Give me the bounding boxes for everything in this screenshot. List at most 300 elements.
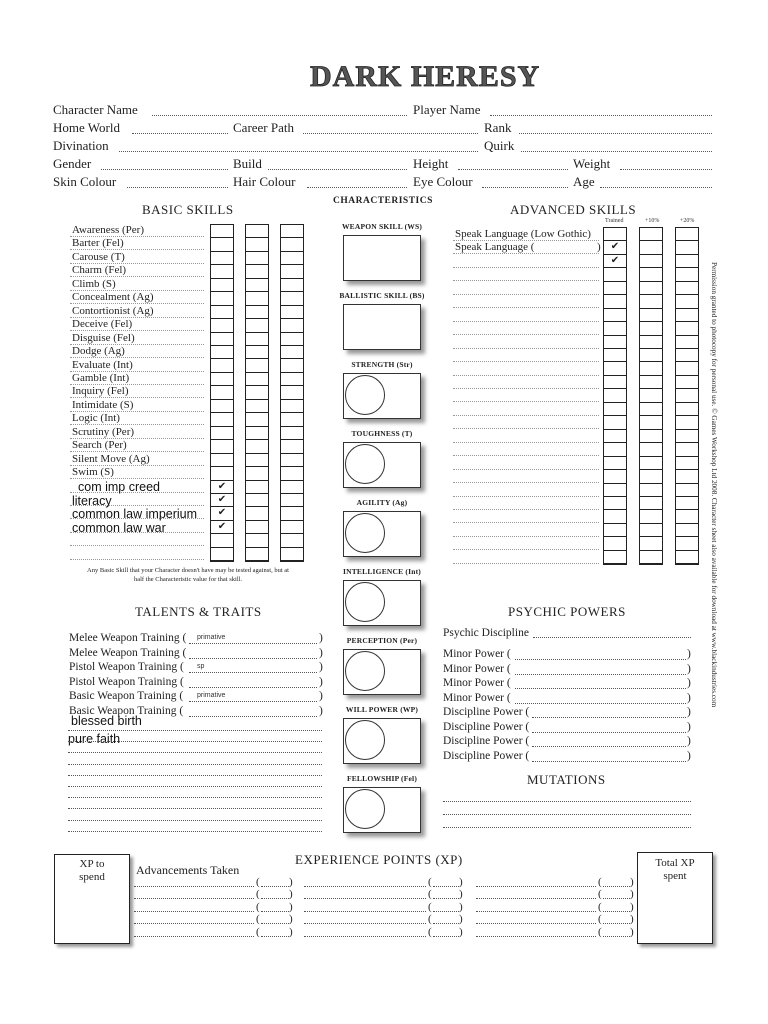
discipline-power-input[interactable] [532,732,686,733]
advanced-skill-checkbox[interactable] [676,389,698,402]
field-input-11[interactable] [127,187,228,188]
discipline-power-label: Discipline Power ( [443,706,530,718]
advanced-skill-checkbox[interactable] [604,349,626,362]
basic-skill-checkbox[interactable] [281,521,303,534]
advancement-cost-close: ) [630,876,634,888]
advanced-skill-checkbox[interactable] [604,457,626,470]
characteristic-value-box[interactable] [343,718,421,764]
advancement-cost-close: ) [630,900,634,913]
field-input-7[interactable] [101,169,228,170]
basic-skill-checkbox[interactable] [246,360,268,373]
field-input-5[interactable] [119,151,478,152]
advancement-cost-input[interactable] [433,898,459,899]
basic-skill-label: Barter (Fel) [72,237,124,250]
advanced-skill-checkbox[interactable] [640,457,662,470]
advanced-skill-checkbox[interactable] [604,363,626,376]
minor-power-input[interactable] [515,688,686,689]
talent-blank-line[interactable] [68,808,322,809]
advanced-skill-checkbox[interactable] [640,268,662,281]
advanced-skill-checkbox[interactable] [640,443,662,456]
basic-skill-checkbox[interactable] [281,494,303,507]
advanced-skill-checkbox[interactable] [640,497,662,510]
basic-skill-checkbox[interactable] [211,413,233,426]
talent-blank-line[interactable] [68,786,322,787]
field-input-6[interactable] [521,151,712,152]
basic-skill-checkbox[interactable] [246,548,268,561]
psychic-close-paren: ) [687,749,691,762]
psychic-close-paren: ) [687,706,691,718]
basic-skill-checkbox[interactable] [246,306,268,319]
field-input-4[interactable] [519,133,712,134]
basic-skill-checkbox[interactable] [281,413,303,426]
characteristic-value-box[interactable] [343,442,421,488]
advanced-skill-checkbox[interactable] [676,336,698,349]
advanced-skill-checkbox[interactable]: ✔ [604,241,626,254]
advanced-skill-checkbox[interactable] [640,309,662,322]
advanced-skill-checkbox[interactable] [640,524,662,537]
characteristic-label: WILL POWER (WP) [345,705,419,714]
advanced-skill-line [453,401,599,402]
basic-skill-checkbox[interactable] [246,507,268,520]
advancement-line[interactable] [476,886,596,887]
advancement-line[interactable] [134,911,254,912]
advanced-skill-checkbox[interactable] [676,457,698,470]
advanced-skill-checkbox[interactable] [640,403,662,416]
advanced-skill-checkbox[interactable] [604,268,626,281]
basic-skill-checkbox[interactable] [211,454,233,467]
advancement-cost-open: ( [428,888,432,901]
basic-skill-checkbox[interactable] [211,360,233,373]
advanced-skill-checkbox[interactable] [604,376,626,389]
field-input-10[interactable] [620,169,712,170]
psychic-discipline-label: Psychic Discipline [443,627,529,639]
field-label-12: Hair Colour [233,174,296,189]
basic-skill-checkbox[interactable] [246,494,268,507]
advancement-line[interactable] [134,923,254,924]
advanced-skill-checkbox[interactable]: ✔ [604,255,626,268]
psychic-close-paren: ) [687,662,691,675]
talent-input[interactable] [189,672,317,673]
advanced-skill-line [453,455,599,456]
advanced-skill-checkbox[interactable] [676,537,698,550]
basic-skill-line [70,559,204,560]
advancement-line[interactable] [476,911,596,912]
xp-title: EXPERIENCE POINTS (XP) [295,852,463,867]
mutations-title: MUTATIONS [527,772,606,787]
basic-skill-checkbox[interactable] [281,252,303,265]
basic-skill-checkbox[interactable] [211,534,233,547]
characteristic-circle[interactable] [345,789,385,829]
advanced-skill-checkbox[interactable] [676,416,698,429]
basic-skill-grid-col-0 [210,224,234,562]
characteristic-circle[interactable] [345,513,385,553]
talent-close-paren: ) [319,632,323,644]
advanced-skill-checkbox[interactable] [640,255,662,268]
advanced-skill-checkbox[interactable] [676,376,698,389]
basic-skill-checkbox[interactable] [281,238,303,251]
talent-blank-line[interactable] [68,775,322,776]
advanced-skill-label: Speak Language ( [455,241,535,254]
basic-skill-checkbox[interactable] [281,265,303,278]
basic-skill-checkbox[interactable] [281,467,303,480]
basic-skill-checkbox[interactable] [281,333,303,346]
advanced-skill-checkbox[interactable] [604,524,626,537]
basic-skill-checkbox[interactable] [246,440,268,453]
advanced-skill-checkbox[interactable] [640,241,662,254]
basic-skill-label: Dodge (Ag) [72,345,125,358]
talent-blank-line[interactable] [68,741,322,742]
advanced-skill-col-header: +20% [680,218,695,224]
field-label-11: Skin Colour [53,174,117,189]
advanced-skill-checkbox[interactable] [640,389,662,402]
advanced-skill-checkbox[interactable] [676,241,698,254]
advanced-skill-checkbox[interactable] [604,430,626,443]
talent-blank-line[interactable] [68,831,322,832]
basic-skill-checkbox[interactable] [246,279,268,292]
advancement-line[interactable] [476,936,596,937]
basic-skill-checkbox[interactable] [246,319,268,332]
characteristic-value-box[interactable] [343,787,421,833]
advancement-line[interactable] [304,886,426,887]
advancement-line[interactable] [304,898,426,899]
discipline-power-label: Discipline Power ( [443,749,530,762]
advancement-line[interactable] [134,936,254,937]
advanced-skill-checkbox[interactable] [640,336,662,349]
advanced-skill-checkbox[interactable] [604,282,626,295]
basic-skill-checkbox[interactable] [246,225,268,238]
field-input-12[interactable] [307,187,407,188]
advanced-skill-checkbox[interactable] [640,430,662,443]
advancement-cost-close: ) [289,888,293,901]
basic-skill-checkbox[interactable] [281,534,303,547]
basic-skill-checkbox[interactable] [211,440,233,453]
characteristic-circle[interactable] [345,444,385,484]
talent-close-paren: ) [319,646,323,659]
advanced-skill-checkbox[interactable] [676,430,698,443]
advanced-skill-checkbox[interactable] [676,268,698,281]
talent-blank-line[interactable] [68,820,322,821]
advancement-line[interactable] [304,911,426,912]
basic-skill-checkbox[interactable] [246,400,268,413]
advanced-skill-checkbox[interactable] [604,416,626,429]
advancement-cost-input[interactable] [261,911,289,912]
mutation-line[interactable] [443,814,691,815]
basic-skill-label: Carouse (T) [72,250,125,263]
talent-input[interactable] [189,687,317,688]
talent-blank-line[interactable] [68,797,322,798]
advanced-skill-checkbox[interactable] [640,537,662,550]
basic-skill-checkbox[interactable] [281,454,303,467]
advanced-skill-checkbox[interactable] [640,349,662,362]
talent-input[interactable] [189,716,317,717]
basic-skill-checkbox[interactable] [246,252,268,265]
advancement-cost-close: ) [289,925,293,938]
advanced-skill-checkbox[interactable] [604,510,626,523]
talent-close-paren: ) [319,675,323,688]
characteristic-label: TOUGHNESS (T) [351,429,413,438]
characteristic-value-box[interactable] [343,235,421,281]
advancement-cost-input[interactable] [261,886,289,887]
advanced-skill-checkbox[interactable] [676,443,698,456]
basic-skill-checkbox[interactable] [281,440,303,453]
advancement-cost-open: ( [428,900,432,913]
advanced-skill-checkbox[interactable] [676,551,698,564]
basic-skill-checkbox[interactable] [246,386,268,399]
basic-skill-checkbox[interactable] [246,534,268,547]
basic-skill-checkbox[interactable] [281,292,303,305]
characteristic-value-box[interactable] [343,304,421,350]
minor-power-input[interactable] [515,659,686,660]
characteristic-label: BALLISTIC SKILL (BS) [339,291,425,300]
basic-skill-checkbox[interactable] [246,238,268,251]
svg-text:DARK HERESY: DARK HERESY [310,60,541,93]
advanced-skill-checkbox[interactable] [604,470,626,483]
basic-skill-checkbox[interactable] [281,360,303,373]
advanced-skill-checkbox[interactable] [604,389,626,402]
talent-close-paren: ) [319,704,323,717]
advancement-line[interactable] [304,936,426,937]
field-input-13[interactable] [482,187,568,188]
advanced-skill-checkbox[interactable] [604,497,626,510]
basic-skill-checkbox[interactable] [246,333,268,346]
basic-skill-checkbox[interactable] [211,279,233,292]
basic-skill-checkbox[interactable] [211,467,233,480]
discipline-power-label: Discipline Power ( [443,735,530,747]
field-input-3[interactable] [303,133,478,134]
advancement-cost-close: ) [289,900,293,913]
advanced-skill-checkbox[interactable] [604,537,626,550]
basic-skill-checkbox[interactable] [281,548,303,561]
basic-skill-checkbox[interactable] [211,346,233,359]
advanced-skill-checkbox[interactable] [676,309,698,322]
basic-skill-checkbox[interactable] [281,481,303,494]
advanced-skill-checkbox[interactable] [604,443,626,456]
basic-skill-label: Concealment (Ag) [72,291,154,304]
advanced-skill-checkbox[interactable] [676,255,698,268]
characteristic-circle[interactable] [345,375,385,415]
advanced-skill-checkbox[interactable] [640,470,662,483]
advanced-skill-checkbox[interactable] [604,228,626,241]
basic-skill-checkbox[interactable] [211,386,233,399]
basic-skill-checkbox[interactable] [211,292,233,305]
advanced-skill-checkbox[interactable] [676,403,698,416]
advanced-skill-checkbox[interactable] [676,470,698,483]
advancement-line[interactable] [134,898,254,899]
basic-skill-checkbox[interactable] [211,548,233,561]
talent-input[interactable] [189,643,317,644]
minor-power-input[interactable] [515,703,686,704]
basic-skill-label: Evaluate (Int) [72,358,133,371]
advanced-skill-checkbox[interactable] [604,295,626,308]
basic-skill-checkbox[interactable] [246,265,268,278]
characteristic-value-box[interactable] [343,649,421,695]
basic-skill-checkbox[interactable] [211,319,233,332]
characteristic-circle[interactable] [345,720,385,760]
advancement-cost-input[interactable] [261,898,289,899]
basic-skill-checkbox[interactable] [281,373,303,386]
advancement-cost-input[interactable] [433,923,459,924]
basic-skill-grid-col-2 [280,224,304,562]
advanced-skill-line [453,280,599,281]
basic-skill-checkbox[interactable]: ✔ [211,507,233,520]
advanced-skill-checkbox[interactable] [676,497,698,510]
psychic-discipline-input[interactable] [533,637,691,638]
advancement-cost-input[interactable] [433,936,459,937]
talent-blank-line[interactable] [68,764,322,765]
advanced-skill-checkbox[interactable] [640,484,662,497]
field-input-9[interactable] [458,169,568,170]
characteristic-value-box[interactable] [343,511,421,557]
basic-skill-checkbox[interactable] [281,507,303,520]
basic-skills-note-line2: half the Characteristic value for that skill. [133,576,243,583]
basic-skill-checkbox[interactable] [246,413,268,426]
advancement-line[interactable] [134,886,254,887]
basic-skill-checkbox[interactable] [246,292,268,305]
advanced-skill-checkbox[interactable] [640,322,662,335]
discipline-power-label: Discipline Power ( [443,720,530,733]
advanced-skill-checkbox[interactable] [676,349,698,362]
field-input-8[interactable] [268,169,407,170]
basic-skill-checkbox[interactable] [211,333,233,346]
basic-skill-checkbox[interactable] [211,238,233,251]
field-label-10: Weight [573,156,611,171]
basic-skill-label: Climb (S) [72,277,116,290]
advanced-skill-checkbox[interactable] [640,510,662,523]
advanced-skill-checkbox[interactable] [640,416,662,429]
advanced-skill-checkbox[interactable] [676,363,698,376]
discipline-power-input[interactable] [532,746,686,747]
advanced-skill-checkbox[interactable] [676,322,698,335]
field-label-6: Quirk [484,138,515,153]
mutation-line[interactable] [443,801,691,802]
talent-blank-line[interactable] [68,752,322,753]
advanced-skill-checkbox[interactable] [604,309,626,322]
basic-skill-checkbox[interactable] [246,521,268,534]
talent-input[interactable] [189,658,317,659]
advanced-skill-checkbox[interactable] [640,551,662,564]
advanced-skill-checkbox[interactable] [676,228,698,241]
advanced-skill-checkbox[interactable] [676,524,698,537]
basic-skill-checkbox[interactable] [211,225,233,238]
advanced-skill-checkbox[interactable] [604,403,626,416]
basic-skills-note-line1: Any Basic Skill that your Character doesn't have may be tested against, but at [87,567,289,574]
advancement-cost-input[interactable] [261,936,289,937]
advanced-skill-line [453,482,599,483]
advancement-cost-input[interactable] [603,911,630,912]
basic-skill-checkbox[interactable] [281,400,303,413]
advanced-skill-line [453,348,599,349]
basic-skill-checkbox[interactable] [246,454,268,467]
characteristic-value-box[interactable] [343,373,421,419]
field-input-2[interactable] [132,133,228,134]
advancement-cost-close: ) [459,925,463,938]
basic-skill-checkbox[interactable] [281,427,303,440]
advancement-cost-open: ( [256,888,260,901]
advancement-line[interactable] [304,923,426,924]
characteristic-value-box[interactable] [343,580,421,626]
talent-label: Melee Weapon Training ( [69,632,187,644]
basic-skill-checkbox[interactable] [246,481,268,494]
basic-skill-checkbox[interactable] [246,373,268,386]
advancement-cost-close: ) [630,913,634,926]
discipline-power-input[interactable] [532,717,686,718]
field-input-0[interactable] [152,115,407,116]
advancement-cost-input[interactable] [603,936,630,937]
basic-skill-checkbox[interactable] [211,265,233,278]
advanced-skill-checkbox[interactable] [604,551,626,564]
characteristic-circle[interactable] [345,582,385,622]
basic-skill-checkbox[interactable] [246,346,268,359]
advanced-skill-line [453,536,599,537]
mutation-line[interactable] [443,827,691,828]
advanced-skill-line [453,415,599,416]
characteristic-label: FELLOWSHIP (Fel) [346,774,418,783]
advancement-cost-input[interactable] [261,923,289,924]
characteristic-circle[interactable] [345,651,385,691]
advanced-skill-checkbox[interactable] [604,336,626,349]
advanced-skill-checkbox[interactable] [676,484,698,497]
field-input-1[interactable] [490,115,712,116]
advanced-skill-checkbox[interactable] [640,376,662,389]
basic-skill-checkbox[interactable] [246,427,268,440]
discipline-power-input[interactable] [532,761,686,762]
talent-specialisation: sp [197,663,205,670]
advanced-skill-checkbox[interactable] [676,282,698,295]
basic-skill-checkbox[interactable] [281,279,303,292]
advanced-skill-checkbox[interactable] [640,363,662,376]
basic-skill-handwritten: com imp creed [78,480,160,494]
basic-skill-checkbox[interactable] [281,346,303,359]
advancement-cost-input[interactable] [433,886,459,887]
field-input-14[interactable] [600,187,712,188]
xp-to-spend-box[interactable] [54,854,130,944]
basic-skill-checkbox[interactable] [211,400,233,413]
advancement-cost-input[interactable] [433,911,459,912]
advancement-line[interactable] [476,923,596,924]
advancement-cost-close: ) [630,925,634,938]
advanced-skill-checkbox[interactable] [604,322,626,335]
basic-skill-checkbox[interactable]: ✔ [211,521,233,534]
advanced-skill-checkbox[interactable] [676,295,698,308]
basic-skill-checkbox[interactable] [281,306,303,319]
basic-skill-checkbox[interactable] [281,225,303,238]
basic-skill-checkbox[interactable] [246,467,268,480]
advanced-skill-checkbox[interactable] [676,510,698,523]
advancement-cost-input[interactable] [603,898,630,899]
total-xp-spent-box[interactable] [637,852,713,944]
basic-skill-checkbox[interactable] [281,319,303,332]
advanced-skill-line [453,361,599,362]
advanced-skill-checkbox[interactable] [640,228,662,241]
talent-input[interactable] [189,701,317,702]
minor-power-input[interactable] [515,674,686,675]
basic-skill-checkbox[interactable]: ✔ [211,481,233,494]
talent-label: Basic Weapon Training ( [69,704,184,717]
basic-skill-checkbox[interactable] [211,373,233,386]
basic-skill-checkbox[interactable]: ✔ [211,494,233,507]
advancement-cost-input[interactable] [603,886,630,887]
advanced-skill-checkbox[interactable] [604,484,626,497]
advancement-cost-input[interactable] [603,923,630,924]
basic-skill-checkbox[interactable] [281,386,303,399]
basic-skill-checkbox[interactable] [211,306,233,319]
advanced-skill-checkbox[interactable] [640,282,662,295]
advancement-line[interactable] [476,898,596,899]
basic-skill-checkbox[interactable] [211,427,233,440]
advanced-skill-checkbox[interactable] [640,295,662,308]
basic-skill-checkbox[interactable] [211,252,233,265]
talent-blank-line[interactable] [68,730,322,731]
